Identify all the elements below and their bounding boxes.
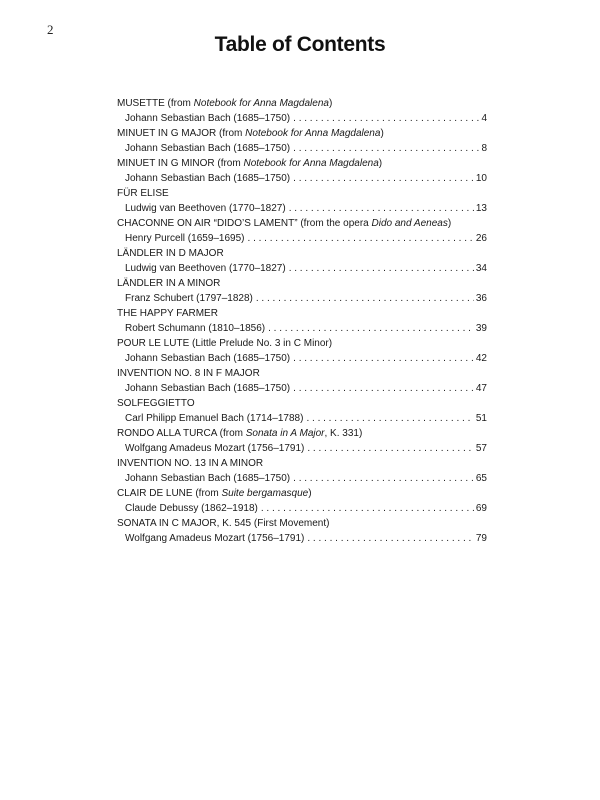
toc-entry-line [117,141,487,156]
toc-entry [117,276,487,306]
toc-entry-title-italic: Notebook for Anna Magdalena [193,98,329,109]
dot-leader [293,111,479,126]
toc-entry-line [117,201,487,216]
toc-entry-line [117,111,487,126]
toc-entry-title-text: ) [308,488,312,499]
toc-entry-page-number: 8 [481,143,487,154]
toc-entry-title-text: CHACONNE ON AIR “DIDO’S LAMENT” (from the opera [117,218,372,229]
toc-entry [117,336,487,366]
dot-leader [261,501,474,516]
toc-entry-title-text: LÄNDLER IN D MAJOR [117,248,224,259]
toc-entry-page-number: 42 [475,353,487,364]
toc-entry-title-text: CLAIR DE LUNE (from [117,488,222,499]
toc-entry-page-number: 79 [475,533,487,544]
toc-entry-page-number: 51 [475,413,487,424]
dot-leader [293,471,474,486]
toc-entry-composer: Ludwig van Beethoven (1770–1827) [125,203,286,214]
toc-entry-title-text: MINUET IN G MAJOR (from [117,128,246,139]
toc-entry [117,96,487,126]
dot-leader [307,441,474,456]
toc-entry-title [117,336,487,351]
toc-entry-line [117,231,487,246]
toc-entry-title-text: LÄNDLER IN A MINOR [117,278,221,289]
toc-entry-page-number: 39 [475,323,487,334]
toc-entry-page-number: 13 [475,203,487,214]
toc-entry-composer: Franz Schubert (1797–1828) [125,293,253,304]
toc-entry-title [117,246,487,261]
toc-entry [117,186,487,216]
toc-entry-page-number: 10 [475,173,487,184]
toc-entry-page-number: 4 [481,113,487,124]
dot-leader [256,291,474,306]
toc-entry-composer: Claude Debussy (1862–1918) [125,503,258,514]
dot-leader [289,261,474,276]
toc-entry-title [117,126,487,141]
toc-entry-line [117,501,487,516]
toc-entry-title [117,516,487,531]
toc-entry-title-text: MUSETTE (from [117,98,194,109]
toc-entry-composer: Wolfgang Amadeus Mozart (1756–1791) [125,443,305,454]
toc-entry-composer: Johann Sebastian Bach (1685–1750) [125,173,291,184]
toc-entry-title-text: , K. 331) [324,428,363,439]
page-number: 2 [47,22,54,37]
toc-entry [117,516,487,546]
toc-entry-line [117,381,487,396]
toc-entry-composer: Johann Sebastian Bach (1685–1750) [125,383,291,394]
toc-entry-page-number: 47 [475,383,487,394]
toc-entry-page-number: 65 [475,473,487,484]
toc-entry-title-text: POUR LE LUTE (Little Prelude No. 3 in C Minor) [117,338,333,349]
toc-entry-composer: Johann Sebastian Bach (1685–1750) [125,473,291,484]
toc-entry-title-text: ) [380,128,384,139]
dot-leader [293,141,479,156]
toc-entry-title-text: FÜR ELISE [117,188,169,199]
toc-entry [117,306,487,336]
toc-entry-title [117,216,487,231]
toc-entry-title [117,186,487,201]
toc-entry-title [117,276,487,291]
toc-entry-title-italic: Notebook for Anna Magdalena [245,128,381,139]
toc-entry-composer: Carl Philipp Emanuel Bach (1714–1788) [125,413,304,424]
toc-entry [117,486,487,516]
toc-entry-line [117,441,487,456]
toc-entry-title [117,396,487,411]
dot-leader [248,231,474,246]
toc-entry-title-text: ) [328,98,333,109]
toc-entry-page-number: 57 [475,443,487,454]
toc-entry [117,366,487,396]
toc-entry-title [117,426,487,441]
toc-entry-title-text: INVENTION NO. 8 IN F MAJOR [117,368,260,379]
dot-leader [268,321,474,336]
toc-entry-title-text: THE HAPPY FARMER [117,308,218,319]
toc-entry-composer: Henry Purcell (1659–1695) [125,233,245,244]
toc-entry-composer: Johann Sebastian Bach (1685–1750) [125,353,291,364]
toc-entry-title [117,486,487,501]
toc-entry-title [117,96,487,111]
toc-entry-composer: Ludwig van Beethoven (1770–1827) [125,263,286,274]
toc-entry-title [117,366,487,381]
toc-entry-title-text: MINUET IN G MINOR (from [117,158,244,169]
toc-entry-line [117,531,487,546]
toc-entry-page-number: 36 [475,293,487,304]
toc-entry-composer: Johann Sebastian Bach (1685–1750) [125,113,291,124]
toc-entry-page-number: 26 [475,233,487,244]
toc-entry [117,396,487,426]
toc-entry-composer: Robert Schumann (1810–1856) [125,323,266,334]
toc-entry-title-text: INVENTION NO. 13 IN A MINOR [117,458,264,469]
dot-leader [307,531,474,546]
toc-entry-page-number: 34 [475,263,487,274]
toc-entry-line [117,171,487,186]
toc-entry [117,216,487,246]
toc-entry-line [117,261,487,276]
toc-entry-line [117,351,487,366]
toc-entry-title-text: SONATA IN C MAJOR, K. 545 (First Movement) [117,518,330,529]
toc-entry-title [117,156,487,171]
dot-leader [289,201,474,216]
dot-leader [293,351,474,366]
toc-entry-line [117,291,487,306]
table-of-contents [117,96,487,546]
toc-entry-title-italic: Sonata in A Major [245,428,325,439]
dot-leader [293,381,474,396]
toc-entry-title-text: ) [378,158,383,169]
toc-entry [117,246,487,276]
toc-entry-title-text: ) [447,218,452,229]
toc-entry [117,156,487,186]
toc-entry-title-italic: Notebook for Anna Magdalena [243,158,379,169]
page-title: Table of Contents [214,33,386,56]
toc-entry-title [117,306,487,321]
toc-entry-composer: Johann Sebastian Bach (1685–1750) [125,143,291,154]
toc-entry-line [117,411,487,426]
dot-leader [306,411,473,426]
toc-entry-title-text: SOLFEGGIETTO [117,398,195,409]
toc-entry [117,126,487,156]
toc-entry-line [117,471,487,486]
toc-entry-page-number: 69 [475,503,487,514]
dot-leader [293,171,474,186]
toc-entry-title-italic: Suite bergamasque [221,488,309,499]
toc-entry-composer: Wolfgang Amadeus Mozart (1756–1791) [125,533,305,544]
toc-entry-title-text: RONDO ALLA TURCA (from [117,428,246,439]
toc-entry-title-italic: Dido and Aeneas [371,218,448,229]
toc-entry-line [117,321,487,336]
toc-entry [117,426,487,456]
toc-entry-title [117,456,487,471]
toc-entry [117,456,487,486]
